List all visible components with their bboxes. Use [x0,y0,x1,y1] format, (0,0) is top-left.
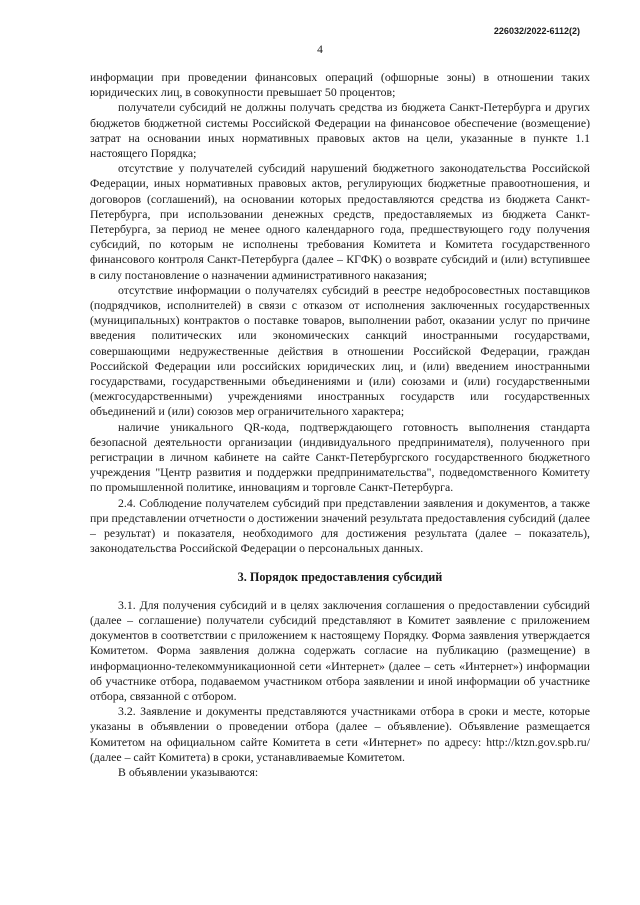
paragraph-3-1: 3.1. Для получения субсидий и в целях заключения соглашения о предоставлении субсидий (далее – соглашение) получатели субсидий представляют в Комитет заявление с приложением документов в соответствии с приложением к настоящему Порядку. Форма заявления утверждается Комитетом. Форма заявления должна содержать согласие на публикацию (размещение) в информационно-телекоммуникационной сети «Интернет» (далее – сеть «Интернет») информации об участнике отбора, подаваемом участником отбора заявлении и иной информации об участнике отбора, связанной с отбором. [90,597,590,703]
document-body [90,70,590,780]
paragraph-qr-code: наличие уникального QR-кода, подтверждающего готовность выполнения стандарта безопасной деятельности организации (индивидуального предпринимателя), полученного при регистрации в личном кабинете на сайте Санкт-Петербургского государственного бюджетного учреждения "Центр развития и поддержки предпринимательства", подведомственного Комитету по промышленной политике, инновациям и торговле Санкт-Петербурга. [90,419,590,495]
page-number: 4 [317,44,323,56]
paragraph-2-4: 2.4. Соблюдение получателем субсидий при представлении заявления и документов, а также при представлении отчетности о достижении значений результата предоставления субсидий (далее – результат) и показателя, необходимого для достижения результата (далее – показатель), законодательства Российской Федерации о персональных данных. [90,495,590,556]
document-id: 226032/2022-6112(2) [493,26,580,36]
paragraph-announcement-intro: В объявлении указываются: [118,764,259,779]
section-title: 3. Порядок предоставления субсидий [237,569,443,584]
paragraph-continuation: информации при проведении финансовых операций (офшорные зоны) в отношении таких юридических лиц, в совокупности превышает 50 процентов; [90,70,590,100]
paragraph-no-other-budget-funds: получатели субсидий не должны получать средства из бюджета Санкт-Петербурга и других бюджетов бюджетной системы Российской Федерации на финансовое обеспечение (возмещение) затрат на основании иных нормативных правовых актов на цели, указанные в пункте 1.1 настоящего Порядка; [90,100,590,161]
paragraph-no-budget-violations: отсутствие у получателей субсидий нарушений бюджетного законодательства Российской Федерации, иных нормативных правовых актов, регулирующих бюджетные правоотношения, и договоров (соглашений), на основании которых предоставляются средства из бюджета Санкт-Петербурга, при использовании денежных средств, предоставляемых из бюджета Санкт-Петербурга, за период не менее одного календарного года, предшествующего году получения субсидий, по которым не исполнены требования Комитета и Комитета государственного финансового контроля Санкт-Петербурга (далее – КГФК) о возврате субсидий и (или) вступившее в силу постановление о назначении административного наказания; [90,161,590,282]
paragraph-no-unfair-supplier-registry: отсутствие информации о получателях субсидий в реестре недобросовестных поставщиков (подрядчиков, исполнителей) в связи с отказом от исполнения заключенных государственных (муниципальных) контрактов о поставке товаров, выполнении работ, оказании услуг по причине введения политических или экономических санкций иностранными государствами, совершающими недружественные действия в отношении Российской Федерации, граждан Российской Федерации или российских юридических лиц, и (или) введением иностранными государствами, государственными объединениями и (или) союзами и (или) государственными (межгосударственными) учреждениями иностранных государств или государственных объединений и (или) союзов мер ограничительного характера; [90,282,590,419]
paragraph-3-2: 3.2. Заявление и документы представляются участниками отбора в сроки и месте, которые указаны в объявлении о проведении отбора (далее – объявление). Объявление размещается Комитетом на официальном сайте Комитета в сети «Интернет» по адресу: http://ktzn.gov.spb.ru/ (далее – сайт Комитета) в сроки, устанавливаемые Комитетом. [90,704,590,764]
